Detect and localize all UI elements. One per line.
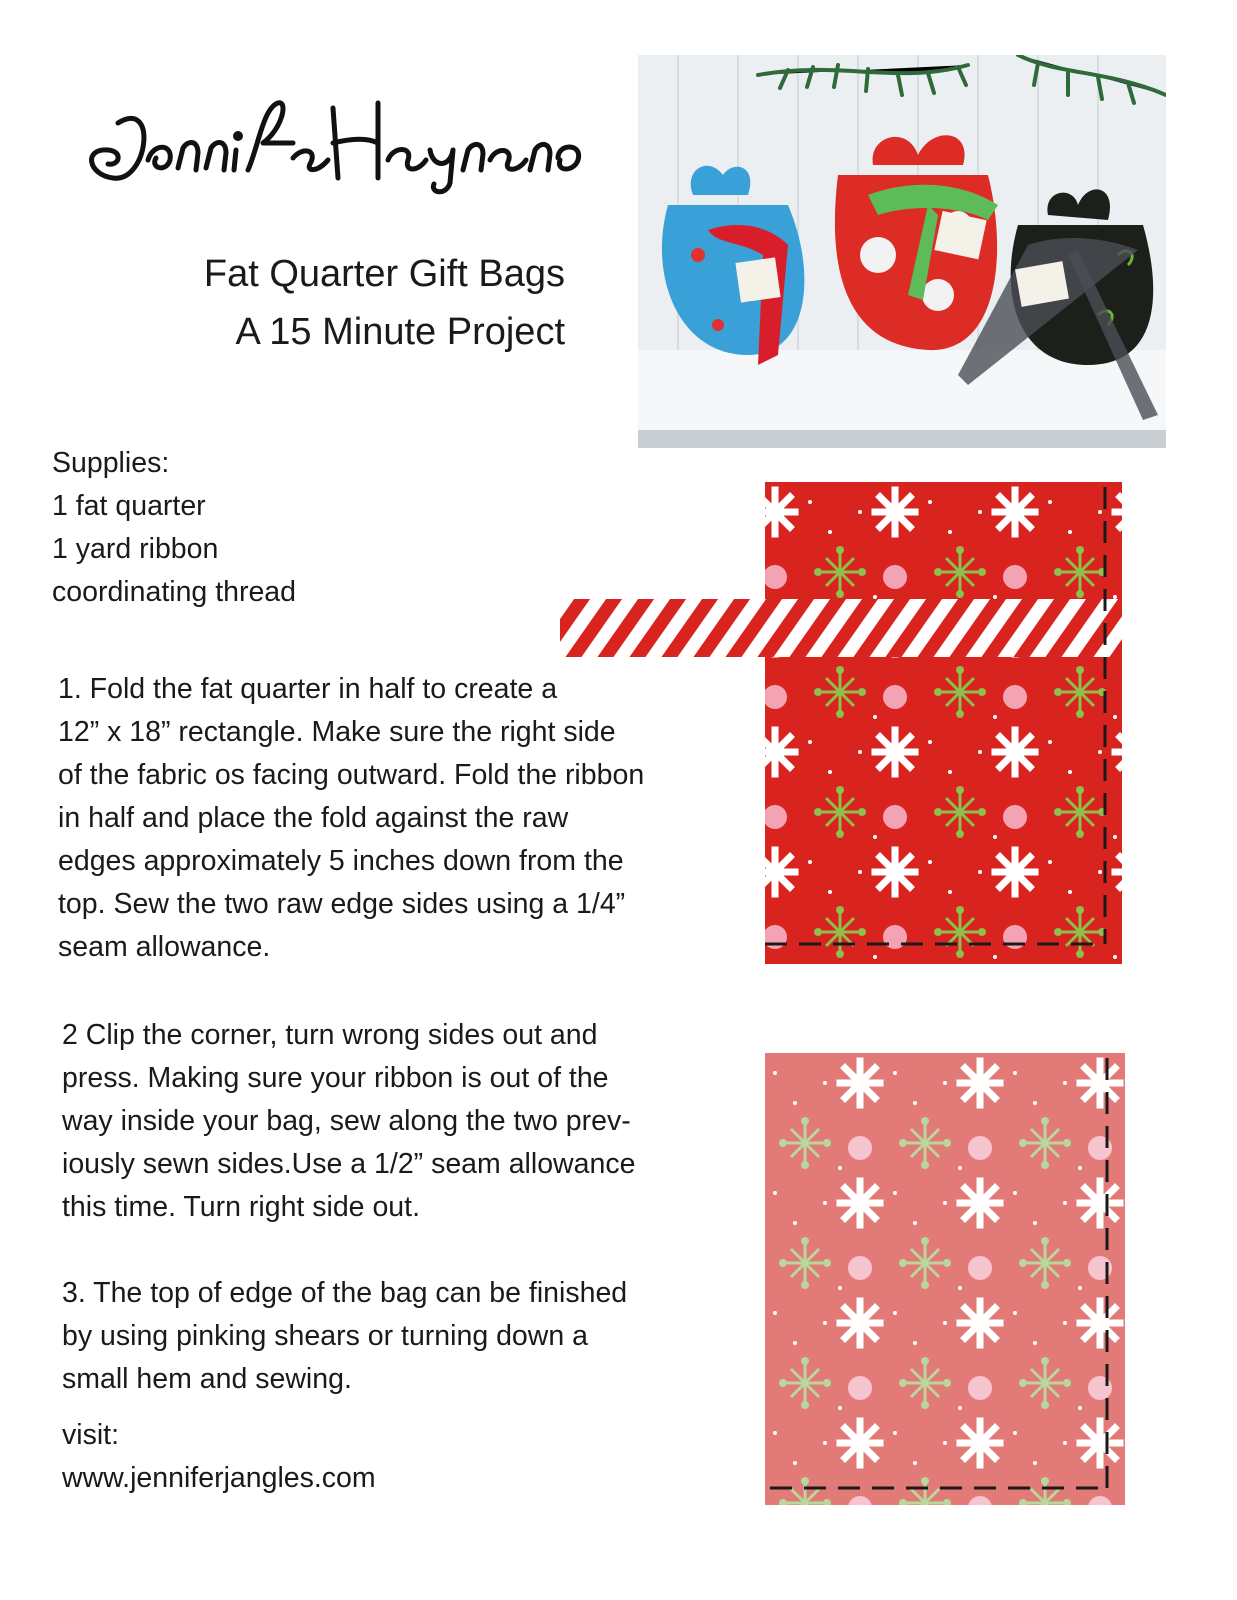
signature-logo	[78, 88, 588, 198]
step-2-line: iously sewn sides.Use a 1/2” seam allowance	[62, 1148, 636, 1180]
website-link[interactable]: www.jenniferjangles.com	[62, 1462, 376, 1494]
title-line-1: Fat Quarter Gift Bags	[203, 253, 565, 295]
visit-label: visit:	[62, 1419, 119, 1451]
step-1-line: seam allowance.	[58, 931, 271, 963]
visit-block	[62, 1414, 376, 1500]
supplies-heading: Supplies:	[52, 447, 170, 479]
supplies-item: 1 fat quarter	[52, 490, 206, 522]
page-title	[120, 245, 565, 361]
step-2-line: 2 Clip the corner, turn wrong sides out and	[62, 1019, 598, 1051]
gift-bags-photo	[638, 55, 1166, 448]
step-3-line: 3. The top of edge of the bag can be finished	[62, 1277, 628, 1309]
step-2-line: press. Making sure your ribbon is out of the	[62, 1062, 609, 1094]
step-1-line: 1. Fold the fat quarter in half to create a	[58, 673, 558, 705]
step-2-line: this time. Turn right side out.	[62, 1191, 420, 1223]
step-1-line: 12” x 18” rectangle. Make sure the right side	[58, 716, 616, 748]
turned-bag-illustration	[765, 1053, 1125, 1505]
step-1-line: edges approximately 5 inches down from the	[58, 845, 624, 877]
step-1-line: top. Sew the two raw edge sides using a 1/4”	[58, 888, 626, 920]
step-2-line: way inside your bag, sew along the two prev-	[62, 1105, 631, 1137]
supplies-item: coordinating thread	[52, 576, 297, 608]
step-3-line: by using pinking shears or turning down a	[62, 1320, 588, 1352]
step-1-line: in half and place the fold against the raw	[58, 802, 569, 834]
supplies-item: 1 yard ribbon	[52, 533, 219, 565]
step-3-text	[62, 1272, 742, 1401]
title-line-2: A 15 Minute Project	[235, 311, 565, 353]
step-3-line: small hem and sewing.	[62, 1363, 352, 1395]
step-2-text	[62, 1014, 742, 1229]
step-1-line: of the fabric os facing outward. Fold the ribbon	[58, 759, 645, 791]
fabric-with-ribbon-illustration	[560, 482, 1122, 964]
supplies-list	[52, 442, 296, 614]
